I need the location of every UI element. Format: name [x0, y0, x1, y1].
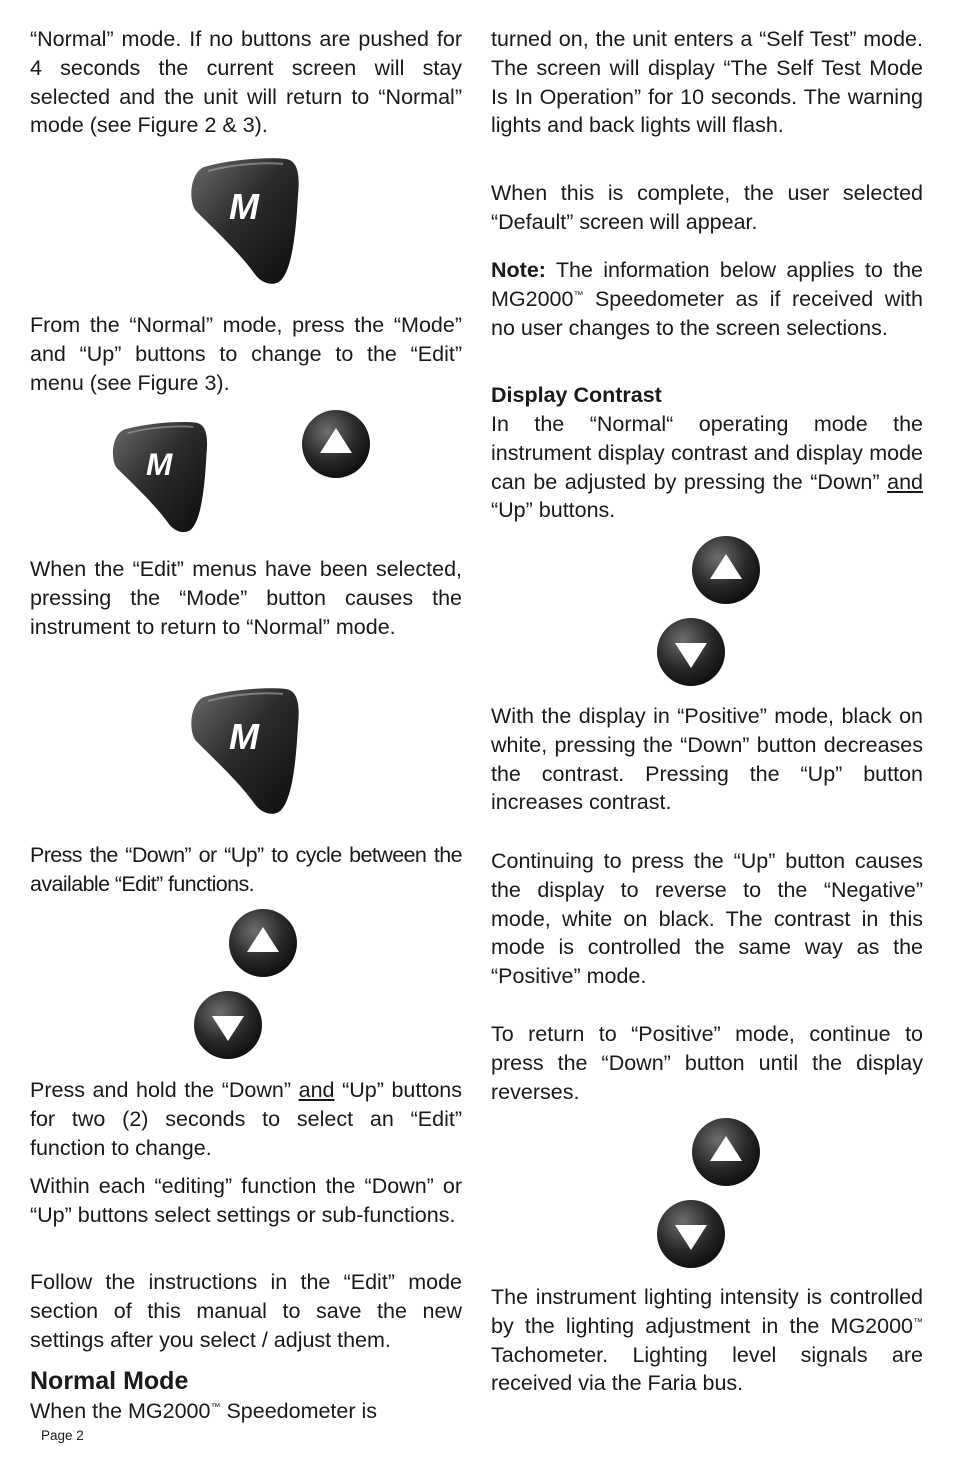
- right-paragraph-1: turned on, the unit enters a “Self Test” mode. The screen will display “The Self Test Mode Is In Operation” for 10 seconds. The warning lights and back lights will flash.: [491, 27, 923, 138]
- trademark-symbol: ™: [913, 1316, 923, 1328]
- left-paragraph-2: From the “Normal” mode, press the “Mode” and “Up” buttons to change to the “Edit” menu (see Figure 3).: [30, 313, 462, 395]
- right-paragraph-4: With the display in “Positive” mode, black on white, pressing the “Down” button decreases the contrast. Pressing the “Up” button increases contrast.: [491, 704, 923, 815]
- up-arrow-button-icon: [300, 408, 372, 480]
- note-text-start: The information below applies to the MG2000: [491, 258, 923, 311]
- left-paragraph-5-start: Press and hold the “Down”: [30, 1078, 299, 1102]
- left-paragraph-6: Within each “editing” function the “Down” or “Up” buttons select settings or sub-functions.: [30, 1174, 462, 1227]
- up-arrow-button-icon: [227, 907, 299, 979]
- mode-button-icon: [188, 685, 302, 817]
- up-arrow-button-icon: [690, 534, 762, 606]
- mode-letter: M: [229, 186, 259, 227]
- page-number: Page 2: [41, 1428, 84, 1443]
- mode-button-icon: [110, 418, 210, 536]
- left-paragraph-4: Press the “Down” or “Up” to cycle between the available “Edit” functions.: [30, 843, 462, 896]
- left-paragraph-8-start: When the MG2000: [30, 1399, 211, 1423]
- note-label: Note:: [491, 258, 546, 282]
- left-paragraph-1: “Normal” mode. If no buttons are pushed for 4 seconds the current screen will stay selected and the unit will return to “Normal” mode (see Figure 2 & 3).: [30, 27, 462, 138]
- display-contrast-heading: Display Contrast: [491, 383, 662, 407]
- left-paragraph-5: [30, 1076, 462, 1162]
- left-paragraph-5-end: “Up” buttons for two (2) seconds to select an “Edit” function to change.: [30, 1078, 462, 1160]
- down-arrow-button-icon: [655, 1198, 727, 1270]
- right-paragraph-7-start: The instrument lighting intensity is controlled by the lighting adjustment in the MG2000: [491, 1285, 923, 1338]
- mode-button-icon: [188, 155, 302, 287]
- mode-letter: M: [229, 716, 259, 757]
- up-arrow-button-icon: [690, 1116, 762, 1188]
- left-paragraph-8: [30, 1397, 462, 1426]
- left-paragraph-8-end: Speedometer is: [220, 1399, 378, 1423]
- trademark-symbol: ™: [573, 289, 584, 301]
- note-text-end: Speedometer as if received with no user changes to the screen selections.: [491, 286, 923, 340]
- down-arrow-button-icon: [655, 616, 727, 688]
- right-paragraph-3-end: “Up” buttons.: [491, 498, 616, 523]
- left-paragraph-3: When the “Edit” menus have been selected, pressing the “Mode” button causes the instrument to return to “Normal” mode.: [30, 557, 462, 639]
- right-paragraph-2: When this is complete, the user selected “Default” screen will appear.: [491, 181, 923, 234]
- right-paragraph-3: [491, 410, 923, 525]
- right-paragraph-3-start: In the “Normal“ operating mode the instrument display contrast and display mode can be adjusted by pressing the “Down”: [491, 412, 923, 494]
- right-paragraph-7-end: Tachometer. Lighting level signals are received via the Faria bus.: [491, 1342, 923, 1396]
- mode-letter: M: [145, 446, 173, 483]
- right-paragraph-6: To return to “Positive” mode, continue to press the “Down” button until the display reverses.: [491, 1022, 923, 1104]
- note-paragraph: [491, 256, 923, 342]
- and-underlined: and: [298, 1078, 335, 1102]
- right-paragraph-5: Continuing to press the “Up” button causes the display to reverse to the “Negative” mode, white on black. The contrast in this mode is controlled the same way as the “Positive” mode.: [491, 849, 923, 989]
- trademark-symbol: ™: [210, 1401, 221, 1413]
- normal-mode-heading: Normal Mode: [30, 1367, 189, 1395]
- left-paragraph-7: Follow the instructions in the “Edit” mode section of this manual to save the new settings after you select / adjust them.: [30, 1270, 462, 1352]
- and-underlined: and: [887, 469, 923, 494]
- right-paragraph-7: [491, 1283, 923, 1398]
- down-arrow-button-icon: [192, 989, 264, 1061]
